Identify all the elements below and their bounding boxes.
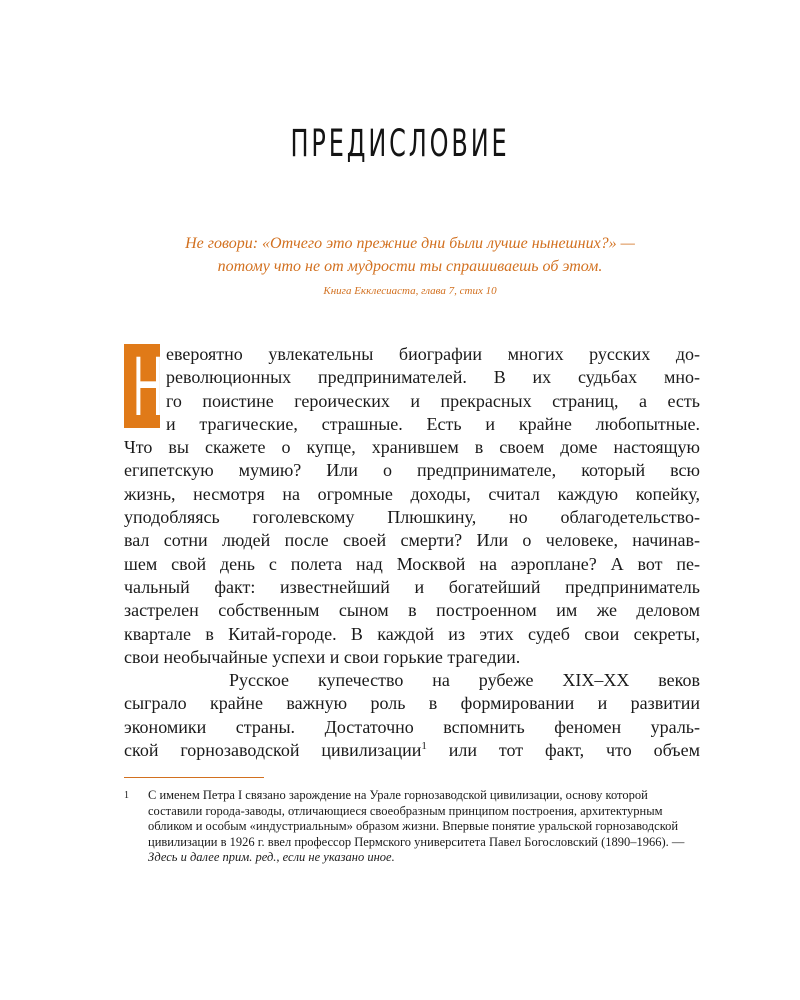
text-line: Русское купечество на рубеже XIX–XX веков	[229, 670, 700, 691]
epigraph-line-2: потому что не от мудрости ты спрашиваешь об этом.	[217, 258, 603, 275]
text-line: экономики страны. Достаточно вспомнить феномен ураль-	[124, 716, 700, 737]
body-text	[124, 339, 700, 762]
footnote-divider	[124, 777, 264, 778]
footnote-body: С именем Петра I связано зарождение на Урале горнозаводской цивилизации, основу которой составили города-заводы, отличающиеся своеобразным принципом построения, архитектурным обликом и особым «индустриальным» образом жизни. Впервые понятие уральской горнозаводской цивилизации в 1926 г. ввел профессор Пермского университета Павел Богословский (1890–1966). —	[148, 788, 685, 849]
text-line: сыграло крайне важную роль в формировании и развитии	[124, 693, 700, 714]
text-line: го поистине героических и прекрасных страниц, а есть	[166, 390, 700, 411]
text-line: чальный факт: известнейший и богатейший предприниматель	[124, 576, 700, 597]
text-line: жизнь, несмотря на огромные доходы, считал каждую копейку,	[124, 483, 700, 504]
footnote	[124, 788, 700, 866]
text-line: застрелен собственным сыном в построенном им же деловом	[124, 600, 700, 621]
text-line: египетскую мумию? Или о предпринимателе, который всю	[124, 460, 700, 481]
page-title: ПРЕДИСЛОВИЕ	[290, 122, 510, 165]
epigraph-source: Книга Екклесиаста, глава 7, стих 10	[323, 285, 497, 297]
text-segment: ской горнозаводской цивилизации	[124, 740, 422, 761]
epigraph	[120, 232, 700, 300]
text-line: Что вы скажете о купце, хранившем в своем доме настоящую	[124, 437, 700, 458]
text-line: уподобляясь гоголевскому Плюшкину, но облагодетельство-	[124, 507, 700, 528]
text-line: квартале в Китай-городе. В каждой из этих судеб свои секреты,	[124, 623, 700, 644]
drop-cap-letter: Н	[133, 339, 164, 433]
footnote-number: 1	[124, 790, 129, 801]
text-line: революционных предпринимателей. В их судьбах мно-	[166, 367, 700, 388]
footnote-italic: Здесь и далее прим. ред., если не указано иное.	[148, 850, 395, 864]
text-segment: или тот факт, что объем	[426, 740, 700, 761]
text-line: вал сотни людей после своей смерти? Или о человеке, начинав-	[124, 530, 700, 551]
epigraph-line-1: Не говори: «Отчего это прежние дни были лучше нынешних?» —	[185, 235, 635, 252]
footnote-reference[interactable]: 1	[421, 740, 427, 753]
text-line: свои необычайные успехи и свои горькие трагедии.	[124, 646, 521, 667]
footnote-text	[148, 788, 700, 866]
text-line: и трагические, страшные. Есть и крайне любопытные.	[166, 413, 700, 434]
text-line: евероятно увлекательны биографии многих русских до-	[166, 344, 700, 364]
text-line	[124, 739, 700, 762]
text-line: шем свой день с полета над Москвой на аэроплане? А вот пе-	[124, 553, 700, 574]
